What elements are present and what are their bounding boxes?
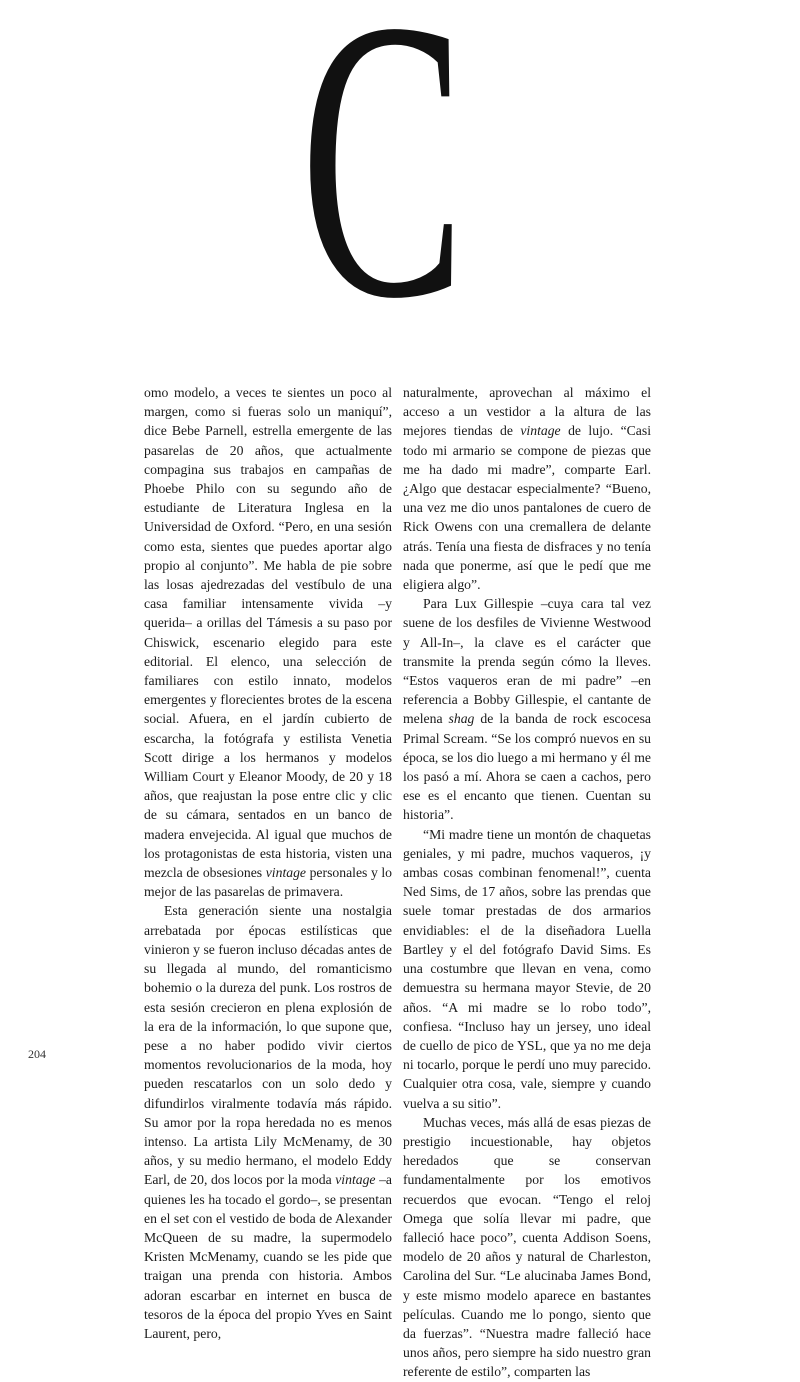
italic-term: vintage — [520, 423, 561, 439]
paragraph-4: Para Lux Gillespie –cuya cara tal vez suene de los desfiles de Vivienne Westwood y All-In–, la clave es el carácter que transmite la prenda según cómo la lleves. “Estos vaqueros eran de mi padre” –en referencia a Bobby Gillespie, el cantante de melena shag de la banda de rock escocesa Primal Scream. “Se los compró nuevos en su época, se los dio luego a mi hermano y él me los pasó a mí. Ahora se caen a cachos, pero ese es el encanto que tienen. Cuentan su historia”. — [403, 596, 651, 823]
paragraph-1: omo modelo, a veces te sientes un poco al margen, como si fueras solo un maniquí”, dice Bebe Parnell, estrella emergente de las pasarelas de 20 años, que actualmente compagina sus trabajos en campañas de Phoebe Philo con su segundo año de estudiante de Literatura Inglesa en la Universidad de Oxford. “Pero, en una sesión como esta, sientes que puedes aportar algo propio al conjunto”. Me habla de pie sobre las losas ajedrezadas del vestíbulo de una casa familiar intensamente vivida –y querida– a orillas del Támesis a su paso por Chiswick, escenario elegido para este editorial. El elenco, una selección de familiares con estilo innato, modelos emergentes y florecientes brotes de la escena social. Afuera, en el jardín cubierto de escarcha, la fotógrafa y estilista Venetia Scott dirige a los hermanos y modelos William Court y Eleanor Moody, de 20 y 18 años, que reajustan la pose entre clic y clic de su cámara, sentados en un banco de madera envejecida. Al igual que muchos de los protagonistas de esta historia, visten una mezcla de obsesiones vintage personales y lo mejor de las pasarelas de primavera. — [144, 385, 393, 900]
paragraph-6: Muchas veces, más allá de esas piezas de prestigio incuestionable, hay objetos heredados que se conservan fundamentalmente por los emotivos recuerdos que evocan. “Tengo el reloj Omega que solía llevar mi padre, que falleció hace poco”, cuenta Addison Soens, modelo de 20 años y natural de Charleston, Carolina del Sur. “Le alucinaba James Bond, y este mismo modelo aparece en bastantes películas. Cuando me lo pongo, siento que da fuerzas”. “Nuestra madre falleció hace unos años, pero siempre ha sido nuestro gran referente de estilo”, comparten las — [403, 1114, 651, 1380]
italic-term: shag — [448, 711, 475, 727]
article-column-1 — [144, 383, 392, 1343]
paragraph-3: naturalmente, aprovechan al máximo el acceso a un vestidor a la altura de las mejores tiendas de vintage de lujo. “Casi todo mi armario se compone de piezas que me ha dado mi madre”, comparte Earl. ¿Algo que destacar especialmente? “Bueno, una vez me dio unos pantalones de cuero de Rick Owens con una cremallera de delante atrás. Tenía una fiesta de disfraces y no tenía nada que ponerme, así que le pedí que me eligiera algo”. — [403, 385, 651, 593]
article-column-2 — [403, 383, 651, 1382]
italic-term: vintage — [335, 1172, 376, 1188]
page-number: 204 — [28, 1047, 46, 1061]
drop-cap-letter: C — [300, 0, 466, 381]
paragraph-2: Esta generación siente una nostalgia arrebatada por épocas estilísticas que vinieron y se fueron incluso décadas antes de su llegada al mundo, del romanticismo bohemio o la dureza del punk. Los rostros de esta sesión crecieron en plena explosión de la era de la información, lo que supone que, pese a no haber podido vivir ciertos momentos revolucionarios de la moda, hoy pueden rescatarlos con un solo dedo y difundirlos viralmente todavía más rápido. Su amor por la ropa heredada no es menos intenso. La artista Lily McMenamy, de 30 años, y su medio hermano, el modelo Eddy Earl, de 20, dos locos por la moda vintage –a quienes les ha tocado el gordo–, se presentan en el set con el vestido de boda de Alexander McQueen de su madre, la supermodelo Kristen McMenamy, cuando se les pide que traigan una prenda con historia. Ambos adoran escarbar en internet en busca de tesoros de la época del propio Yves en Saint Laurent, pero, — [144, 903, 393, 1341]
italic-term: vintage — [265, 865, 307, 881]
paragraph-5: “Mi madre tiene un montón de chaquetas geniales, y mi padre, muchos vaqueros, ¡y ambas cosas combinan fenomenal!”, cuenta Ned Sims, de 17 años, sobre las prendas que suele tomar prestadas de dos armarios envidiables: el de la diseñadora Luella Bartley y el del fotógrafo David Sims. Es una costumbre que llevan en vena, como demuestra su hermana mayor Stevie, de 20 años. “A mi madre se lo robo todo”, confiesa. “Incluso hay un jersey, uno ideal de cuello de pico de YSL, que ya no me deja ni tocarlo, porque le perdí uno muy parecido. Cualquier otra cosa, vale, siempre y cuando vuelva a su sitio”. — [403, 826, 651, 1111]
